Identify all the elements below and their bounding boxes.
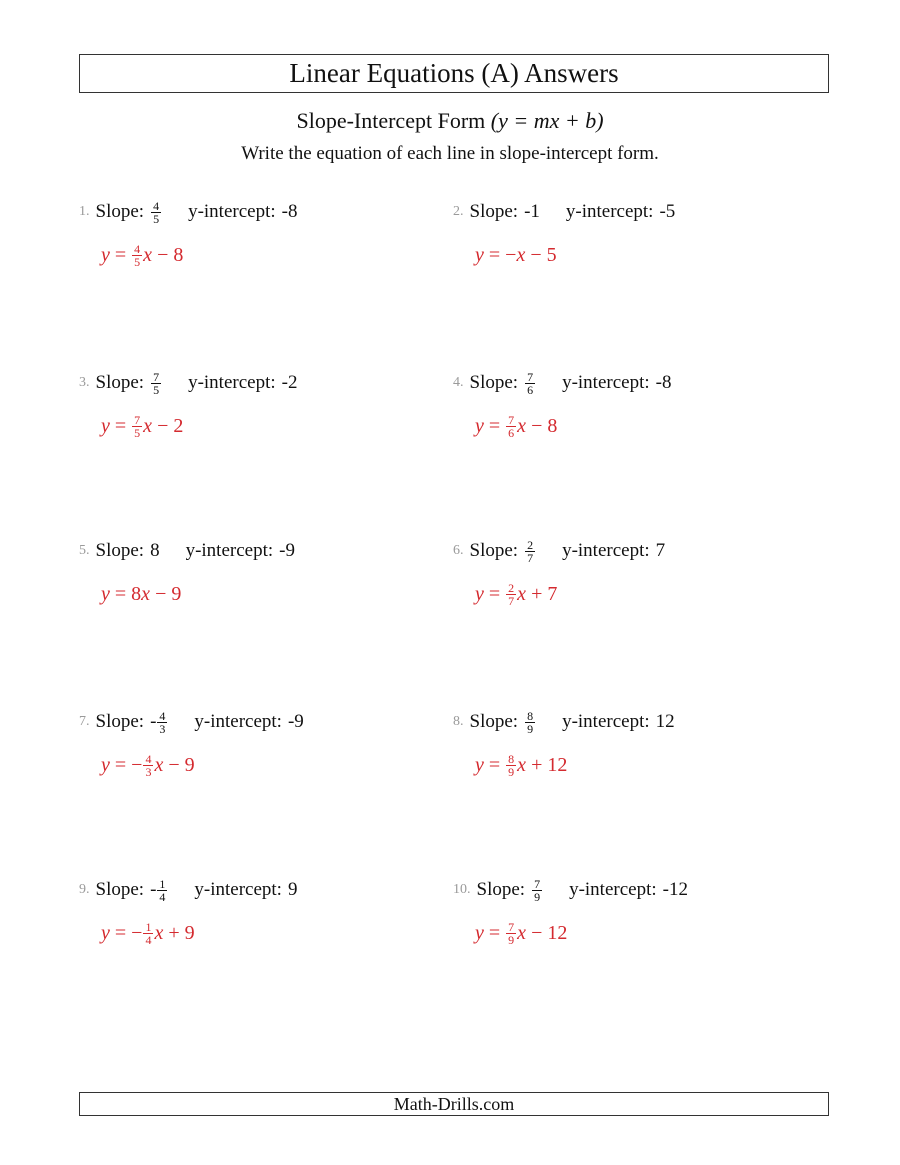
problem-number: 3.	[79, 375, 90, 390]
answer-sign: −	[131, 753, 143, 776]
answer-constant: 12	[547, 753, 568, 776]
slope-label: Slope:	[95, 540, 145, 561]
intercept-value: -8	[281, 201, 298, 222]
answer-constant: 8	[547, 414, 558, 437]
slope-denominator: 5	[153, 211, 160, 226]
answer-numerator: 7	[508, 919, 515, 934]
problem-number: 2.	[453, 204, 464, 219]
problem-question	[453, 538, 833, 564]
answer-denominator: 9	[508, 932, 515, 947]
problem-item	[453, 370, 833, 440]
answer-denominator: 5	[134, 254, 141, 269]
slope-label: Slope:	[469, 540, 519, 561]
answer-fraction	[506, 921, 516, 946]
slope-label: Slope:	[95, 711, 145, 732]
answer-variable: x	[517, 582, 527, 605]
answer-y: y	[101, 414, 110, 437]
answer-variable: x	[154, 921, 164, 944]
slope-sign: -	[150, 879, 157, 900]
answer-equals: =	[114, 414, 127, 437]
problem-question	[79, 709, 459, 735]
slope-denominator: 4	[159, 889, 166, 904]
problem-question	[79, 370, 459, 396]
slope-numerator: 1	[159, 876, 166, 891]
intercept-label: y-intercept:	[194, 879, 282, 900]
slope-numerator: 4	[159, 708, 166, 723]
slope-numerator: 7	[534, 876, 541, 891]
answer-equals: =	[114, 921, 127, 944]
slope-fraction	[151, 371, 161, 396]
answer-operator: −	[157, 243, 169, 266]
answer-y: y	[475, 243, 484, 266]
answer-sign: −	[131, 921, 143, 944]
answer-y: y	[101, 921, 110, 944]
slope-fraction	[532, 878, 542, 903]
slope-denominator: 9	[527, 721, 534, 736]
answer-equation	[101, 241, 459, 269]
problem-item	[79, 709, 459, 779]
answer-denominator: 4	[145, 932, 152, 947]
footer-text: Math-Drills.com	[393, 1093, 515, 1114]
slope-numerator: 4	[153, 198, 160, 213]
intercept-value: -12	[662, 879, 688, 900]
slope-label: Slope:	[476, 879, 526, 900]
answer-constant: 9	[184, 753, 195, 776]
intercept-label: y-intercept:	[194, 711, 282, 732]
intercept-value: -9	[279, 540, 295, 561]
answer-numerator: 4	[145, 751, 152, 766]
answer-operator: −	[531, 414, 543, 437]
subtitle-prefix: Slope-Intercept Form	[296, 108, 486, 133]
slope-numerator: 7	[527, 369, 534, 384]
answer-variable: x	[517, 921, 527, 944]
answer-equation	[475, 580, 833, 608]
answer-operator: −	[530, 243, 542, 266]
answer-fraction	[132, 414, 142, 439]
answer-variable: x	[141, 582, 151, 605]
intercept-value: -8	[655, 372, 672, 393]
subtitle-formula: (y = mx + b)	[490, 108, 604, 133]
slope-denominator: 3	[159, 721, 166, 736]
page-title	[79, 54, 829, 93]
answer-operator: −	[531, 921, 543, 944]
problem-question	[453, 370, 833, 396]
problem-question	[79, 877, 459, 903]
answer-equals: =	[114, 243, 127, 266]
footer	[79, 1092, 829, 1116]
answer-variable: x	[516, 243, 526, 266]
slope-fraction	[525, 539, 535, 564]
answer-sign: −	[505, 243, 517, 266]
intercept-value: 9	[287, 879, 298, 900]
slope-label: Slope:	[469, 372, 519, 393]
answer-equals: =	[488, 243, 501, 266]
answer-coefficient: 8	[131, 582, 142, 605]
intercept-label: y-intercept:	[188, 372, 276, 393]
problem-item	[453, 199, 833, 269]
answer-operator: −	[155, 582, 167, 605]
answer-constant: 7	[547, 582, 558, 605]
answer-fraction	[132, 243, 142, 268]
answer-constant: 2	[173, 414, 184, 437]
answer-operator: −	[157, 414, 169, 437]
subtitle	[0, 108, 900, 134]
answer-equals: =	[114, 582, 127, 605]
answer-numerator: 2	[508, 580, 515, 595]
answer-y: y	[101, 243, 110, 266]
answer-equals: =	[488, 582, 501, 605]
answer-constant: 9	[184, 921, 195, 944]
answer-constant: 9	[171, 582, 182, 605]
problem-number: 10.	[453, 882, 471, 897]
intercept-value: 7	[655, 540, 666, 561]
answer-denominator: 6	[508, 425, 515, 440]
answer-numerator: 7	[134, 412, 141, 427]
problem-question	[453, 199, 833, 225]
slope-fraction	[157, 710, 167, 735]
intercept-value: -9	[287, 711, 304, 732]
answer-y: y	[475, 921, 484, 944]
answer-constant: 8	[173, 243, 184, 266]
slope-label: Slope:	[469, 711, 519, 732]
intercept-label: y-intercept:	[565, 201, 654, 222]
answer-operator: +	[168, 921, 180, 944]
slope-label: Slope:	[469, 201, 519, 222]
intercept-label: y-intercept:	[569, 879, 657, 900]
answer-constant: 5	[546, 243, 557, 266]
answer-equals: =	[114, 753, 127, 776]
intercept-value: -2	[281, 372, 298, 393]
answer-operator: +	[531, 582, 543, 605]
problem-number: 1.	[79, 204, 90, 219]
answer-equation	[475, 919, 833, 947]
answer-fraction	[506, 753, 516, 778]
answer-y: y	[475, 753, 484, 776]
answer-numerator: 8	[508, 751, 515, 766]
title-text: Linear Equations (A) Answers	[289, 58, 619, 88]
instructions: Write the equation of each line in slope-intercept form.	[241, 143, 659, 164]
problem-question	[79, 199, 459, 225]
answer-numerator: 4	[134, 241, 141, 256]
answer-numerator: 7	[508, 412, 515, 427]
problem-item	[79, 538, 459, 608]
answer-variable: x	[517, 414, 527, 437]
answer-operator: −	[168, 753, 180, 776]
problem-number: 6.	[453, 543, 464, 558]
slope-denominator: 6	[527, 382, 534, 397]
answer-denominator: 7	[508, 593, 515, 608]
answer-equals: =	[488, 921, 501, 944]
intercept-label: y-intercept:	[188, 201, 276, 222]
slope-label: Slope:	[95, 201, 145, 222]
slope-denominator: 5	[153, 382, 160, 397]
slope-fraction	[525, 710, 535, 735]
intercept-label: y-intercept:	[562, 540, 650, 561]
answer-equation	[475, 412, 833, 440]
slope-label: Slope:	[95, 879, 145, 900]
answer-equation	[475, 241, 833, 269]
slope-label: Slope:	[95, 372, 145, 393]
answer-variable: x	[143, 414, 153, 437]
slope-value: -1	[524, 201, 540, 222]
slope-numerator: 2	[527, 537, 534, 552]
slope-sign: -	[150, 711, 157, 732]
slope-numerator: 8	[527, 708, 534, 723]
answer-fraction	[143, 921, 153, 946]
intercept-label: y-intercept:	[185, 540, 274, 561]
slope-fraction	[151, 200, 161, 225]
problem-number: 9.	[79, 882, 90, 897]
answer-variable: x	[154, 753, 164, 776]
slope-denominator: 7	[527, 550, 534, 565]
answer-y: y	[101, 582, 110, 605]
answer-equation	[475, 751, 833, 779]
answer-equation	[101, 919, 459, 947]
intercept-value: -5	[659, 201, 676, 222]
answer-y: y	[101, 753, 110, 776]
problem-number: 5.	[79, 543, 90, 558]
answer-equals: =	[488, 753, 501, 776]
problem-item	[453, 709, 833, 779]
answer-denominator: 3	[145, 764, 152, 779]
problem-item	[453, 877, 833, 947]
intercept-value: 12	[655, 711, 675, 732]
answer-equation	[101, 412, 459, 440]
answer-y: y	[475, 582, 484, 605]
answer-denominator: 5	[134, 425, 141, 440]
problem-item	[453, 538, 833, 608]
intercept-label: y-intercept:	[562, 372, 650, 393]
answer-equation	[101, 751, 459, 779]
answer-operator: +	[531, 753, 543, 776]
problem-question	[453, 709, 833, 735]
problem-item	[79, 370, 459, 440]
answer-variable: x	[517, 753, 527, 776]
slope-value: 8	[150, 540, 160, 561]
problem-question	[453, 877, 833, 903]
answer-fraction	[143, 753, 153, 778]
answer-numerator: 1	[145, 919, 152, 934]
problem-item	[79, 877, 459, 947]
answer-fraction	[506, 582, 516, 607]
slope-denominator: 9	[534, 889, 541, 904]
problem-number: 8.	[453, 714, 464, 729]
answer-y: y	[475, 414, 484, 437]
answer-constant: 12	[547, 921, 568, 944]
answer-denominator: 9	[508, 764, 515, 779]
slope-numerator: 7	[153, 369, 160, 384]
problem-number: 7.	[79, 714, 90, 729]
answer-equals: =	[488, 414, 501, 437]
problem-question	[79, 538, 459, 564]
answer-equation	[101, 580, 459, 608]
problem-item	[79, 199, 459, 269]
answer-variable: x	[143, 243, 153, 266]
intercept-label: y-intercept:	[562, 711, 650, 732]
answer-fraction	[506, 414, 516, 439]
slope-fraction	[157, 878, 167, 903]
slope-fraction	[525, 371, 535, 396]
problem-number: 4.	[453, 375, 464, 390]
